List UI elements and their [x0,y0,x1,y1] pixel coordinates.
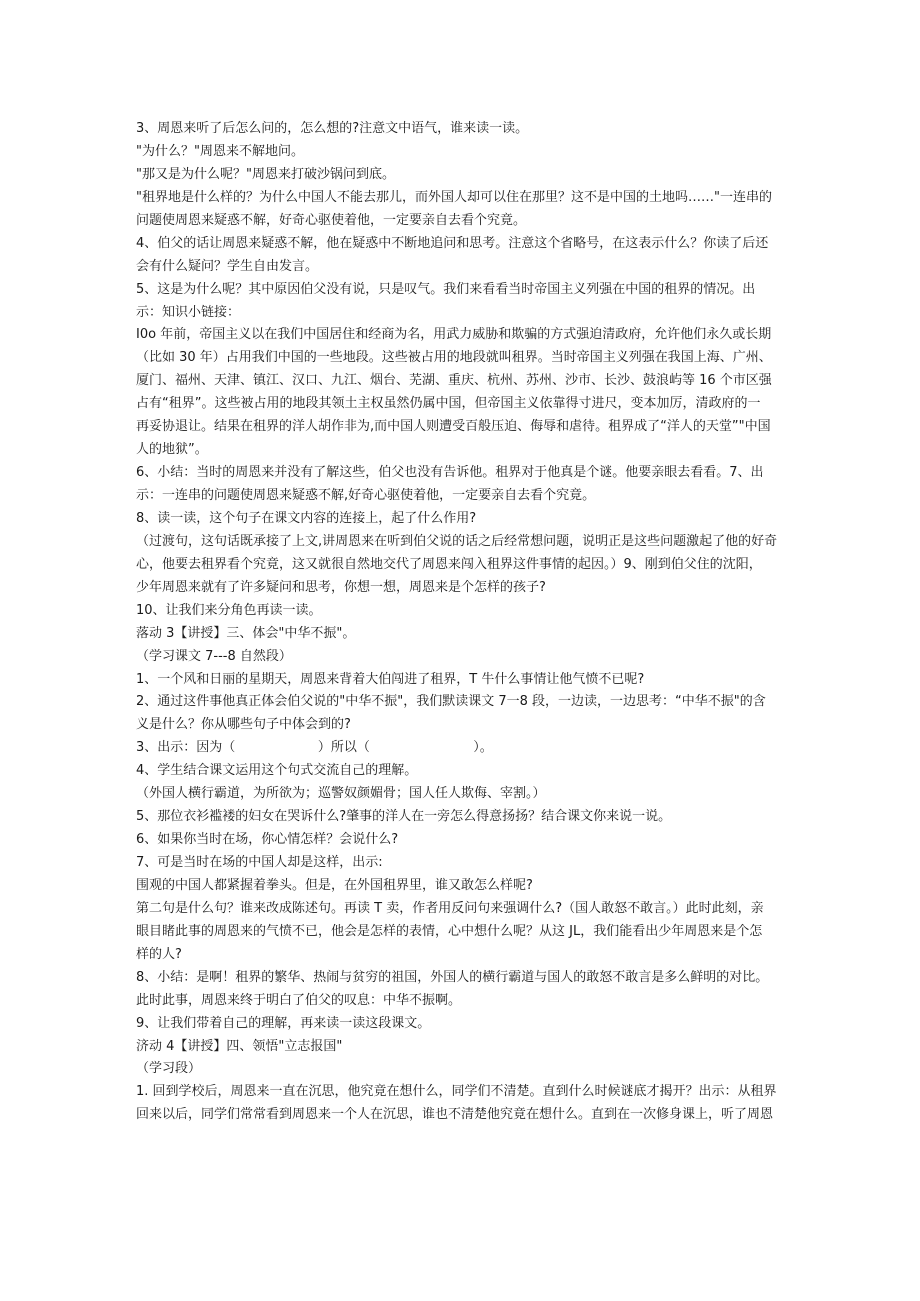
text-line: （比如 30 年）占用我们中国的一些地段。这些被占用的地段就叫租界。当时帝国主义列强在我国上海、广州、 [136,350,772,366]
text-line: 占有“租界”。这些被占用的地段其领土主权虽然仍属中国，但帝国主义依靠得寸进尺，变本加厉，清政府的一 [136,396,761,412]
text-line: 3、出示：因为（ ）所以（ ）。 [136,740,493,756]
text-line: 4、学生结合课文运用这个句式交流自己的理解。 [136,763,418,779]
text-line: （外国人横行霸道，为所欲为；巡警奴颜媚骨；国人任人欺侮、宰割。） [136,786,546,802]
text-line: 义是什么？你从哪些句子中体会到的? [136,717,351,733]
text-line: 5、这是为什么呢？其中原因伯父没有说，只是叹气。我们来看看当时帝国主义列强在中国的租界的情况。出 [136,281,756,297]
text-line: 6、如果你当时在场，你心情怎样？会说什么? [136,832,399,848]
text-line: 6、小结：当时的周恩来并没有了解这些，伯父也没有告诉他。租界对于他真是个谜。他要亲眼去看看。7、出 [136,465,764,481]
text-line: 眼目睹此事的周恩来的气愤不已，他会是怎样的表情，心中想什么呢？从这 JL，我们能看出少年周恩来是个怎 [136,923,763,939]
text-line: "为什么？"周恩来不解地问。 [136,143,304,159]
text-line: 1. 回到学校后，周恩来一直在沉思，他究竟在想什么，同学们不清楚。直到什么时候谜底才揭开？出示：从租界 [136,1084,777,1100]
text-line: 少年周恩来就有了许多疑问和思考，你想一想，周恩来是个怎样的孩子? [136,579,546,595]
text-line: 1、一个风和日丽的星期天，周恩来背着大伯闯进了租界，T 牛什么事情让他气愤不已呢? [136,671,645,687]
text-line: 会有什么疑问？学生自由发言。 [136,258,319,274]
text-line: （学习段） [136,1061,202,1077]
text-line: 5、那位衣衫褴褛的妇女在哭诉什么?肇事的洋人在一旁怎么得意扬扬？结合课文你来说一说。 [136,809,672,825]
text-line: 第二句是什么句？谁来改成陈述句。再读 T 卖，作者用反问句来强调什么?（国人敢怒不敢言。）此时此刻，亲 [136,900,764,916]
text-line: （学习课文 7---8 自然段） [136,648,292,664]
text-line: 2、通过这件事他真正体会伯父说的"中华不振"，我们默读课文 7一8 段，一边读，一边思考：“中华不振"的含 [136,694,766,710]
text-line: 济动 4【讲授】四、领悟"立志报国" [136,1038,343,1054]
text-line: 示：知识小链接： [136,304,241,320]
text-line: 问题使周恩来疑惑不解，好奇心驱使着他，一定要亲自去看个究竟。 [136,212,527,228]
text-line: 此时此事，周恩来终于明白了伯父的叹息：中华不振啊。 [136,992,462,1008]
text-line: 心，他要去租界看个究竟，这又就很自然地交代了周恩来闯入租界这件事情的起因。）9、刚到伯父住的沈阳， [136,556,762,572]
text-line: 9、让我们带着自己的理解，再来读一读这段课文。 [136,1015,431,1031]
text-line: 7、可是当时在场的中国人却是这样，出示: [136,855,383,870]
text-line: 10、让我们来分角色再读一读。 [136,602,322,618]
text-line: 回来以后，同学们常常看到周恩来一个人在沉思，谁也不清楚他究竟在想什么。直到在一次修身课上，听了周恩 [136,1107,774,1123]
text-line: 8、小结：是啊！租界的繁华、热闹与贫穷的祖国，外国人的横行霸道与国人的敢怒不敢言是多么鲜明的对比。 [136,969,769,985]
text-line: 3、周恩来听了后怎么问的，怎么想的?注意文中语气，谁来读一读。 [136,121,529,136]
text-line: 围观的中国人都紧握着拳头。但是，在外国租界里，谁又敢怎么样呢? [136,877,533,893]
text-line: 样的人? [136,946,182,962]
text-line: 人的地狱”。 [136,442,208,458]
text-line: （过渡句，这句话既承接了上文,讲周恩来在听到伯父说的话之后经常想问题，说明正是这些问题激起了他的好奇 [136,533,778,549]
document-body [136,118,786,1127]
text-line: 落动 3【讲授】三、体会"中华不振"。 [136,625,356,641]
text-line: 示：一连串的问题使周恩来疑惑不解,好奇心驱使着他，一定要亲自去看个究竟。 [136,488,596,503]
text-line: "租界地是什么样的？为什么中国人不能去那儿，而外国人却可以住在那里？这不是中国的土地吗……"一连串的 [136,189,772,205]
text-line: 厦门、福州、天津、镇江、汉口、九江、烟台、芜湖、重庆、杭州、苏州、沙市、长沙、鼓浪屿等 16 个市区强 [136,373,772,389]
text-line: "那又是为什么呢？"周恩来打破沙锅问到底。 [136,166,395,182]
text-line: 再妥协退让。结果在租界的洋人胡作非为,而中国人则遭受百般压迫、侮辱和虐待。租界成了“洋人的天堂”"中国 [136,419,771,435]
text-line: I0o 年前，帝国主义以在我们中国居住和经商为名，用武力威胁和欺骗的方式强迫清政府，允许他们永久或长期 [136,327,772,343]
text-line: 8、读一读，这个句子在课文内容的连接上，起了什么作用? [136,510,477,526]
text-line: 4、伯父的话让周恩来疑惑不解，他在疑惑中不断地追问和思考。注意这个省略号，在这表示什么？你读了后还 [136,235,769,251]
